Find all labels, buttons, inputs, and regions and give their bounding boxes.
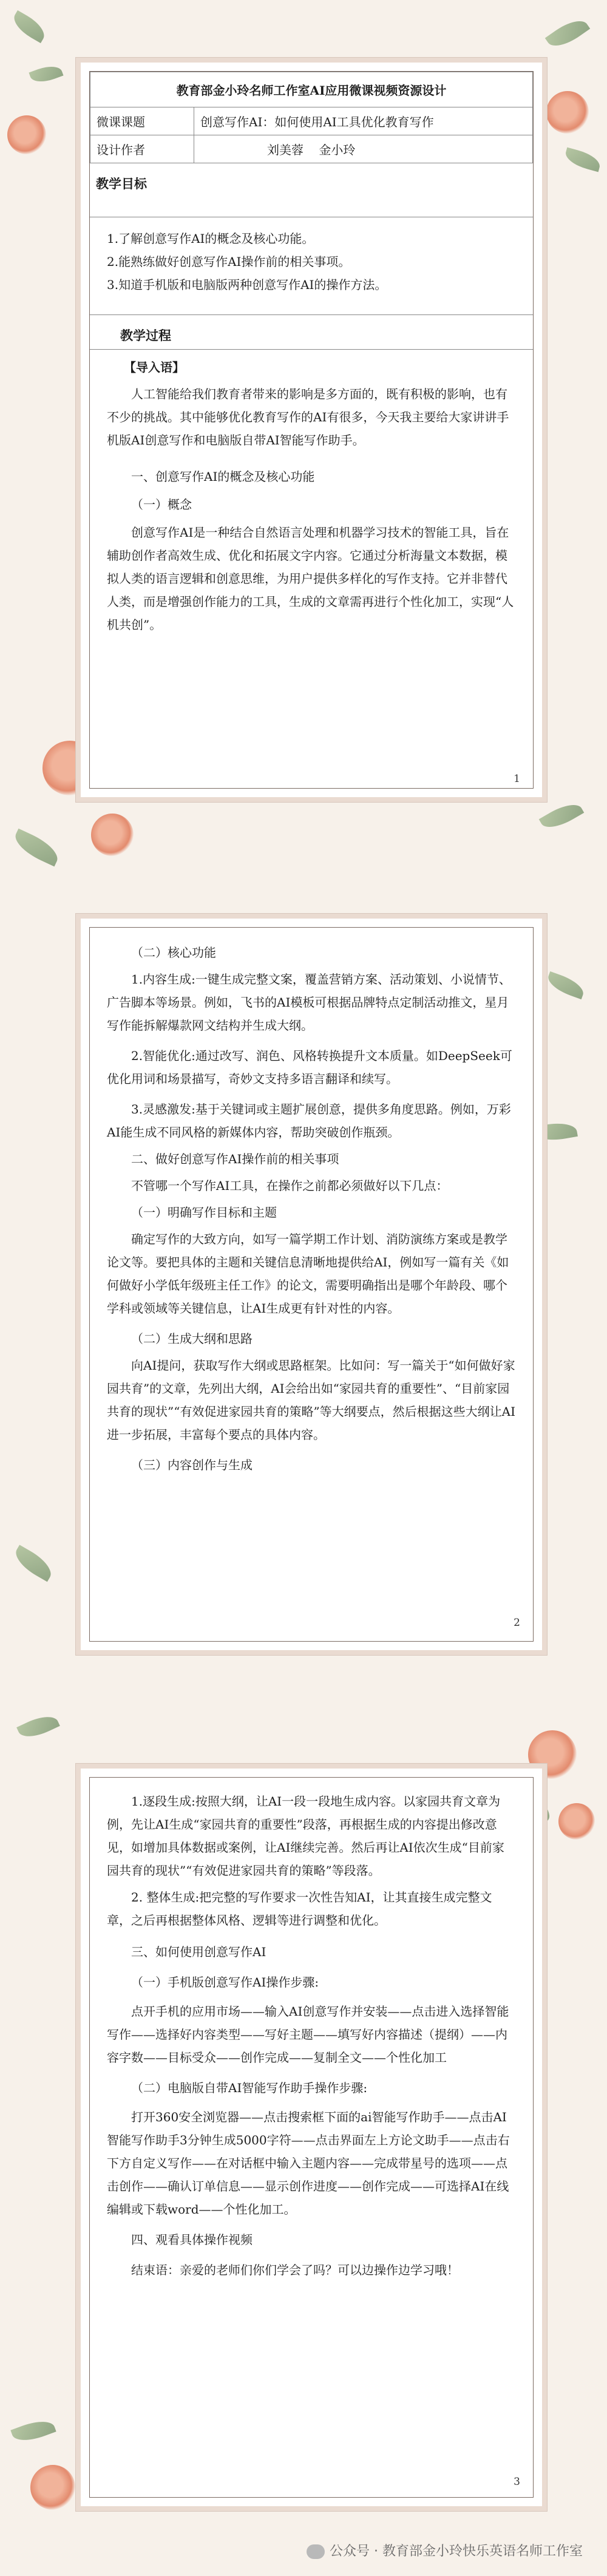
goals-heading-cell xyxy=(90,163,533,217)
process-heading-cell xyxy=(90,315,533,349)
function-item-inspiration: 3.灵感激发:基于关键词或主题扩展创意，提供多角度思路。例如，万彩AI能生成不同风格的新媒体内容，帮助突破创作瓶颈。 xyxy=(107,1102,511,1140)
page-number: 2 xyxy=(514,1617,520,1629)
course-label: 微课课题 xyxy=(90,107,194,135)
paragraph-whole-generation: 2. 整体生成:把完整的写作要求一次性告知AI，让其直接生成完整文章，之后再根据整体风格、逻辑等进行调整和优化。 xyxy=(107,1890,492,1928)
course-value: 创意写作AI：如何使用AI工具优化教育写作 xyxy=(194,107,533,135)
goal-item: 2.能熟练做好创意写作AI操作前的相关事项。 xyxy=(107,254,351,269)
paragraph-step-by-step: 1.逐段生成:按照大纲，让AI一段一段地生成内容。以家园共育文章为例，先让AI生成“家园共育的重要性”段落，再根据生成的内容提出修改意见，如增加具体数据或案例，让AI继续完善。然后再让AI依次生成“目前家园共育的现状”“有效促进家园共育的策略”等段落。 xyxy=(107,1794,504,1878)
document-page-1 xyxy=(76,58,547,802)
step-1-text: 确定写作的大致方向，如写一篇学期工作计划、消防演练方案或是教学论文等。要把具体的主题和关键信息清晰地提供给AI，例如写一篇有关《如何做好小学低年级班主任工作》的论文，需要明确指出是哪个年龄段、哪个学科或领域等关键信息，让AI生成更有针对性的内容。 xyxy=(107,1232,509,1316)
goals-heading: 教学目标 xyxy=(96,176,147,191)
floral-decoration-top-left xyxy=(0,0,85,158)
intro-text: 人工智能给我们教育者带来的影响是多方面的，既有积极的影响，也有不少的挑战。其中能够优化教育写作的AI有很多，今天我主要给大家讲讲手机版AI创意写作和电脑版自带AI智能写作助手。 xyxy=(107,387,509,447)
page-number: 1 xyxy=(514,773,520,785)
section-4-heading: 四、观看具体操作视频 xyxy=(131,2232,253,2247)
section-3-heading: 三、如何使用创意写作AI xyxy=(131,1945,266,1959)
source-account: 公众号 · 教育部金小玲快乐英语名师工作室 xyxy=(330,2544,583,2559)
page-3-frame xyxy=(89,1777,534,2498)
wechat-watermark xyxy=(0,2541,607,2571)
function-item-content-generation: 1.内容生成:一键生成完整文案，覆盖营销方案、活动策划、小说情节、广告脚本等场景。例如，飞书的AI模板可根据品牌特点定制活动推文，星月写作能拆解爆款网文结构并生成大纲。 xyxy=(107,972,511,1033)
floral-decoration-lower-left xyxy=(0,1518,85,1821)
step-3-heading: （三）内容创作与生成 xyxy=(131,1458,253,1472)
closing-remark: 结束语：亲爱的老师们你们学会了吗？可以边操作边学习哦！ xyxy=(131,2263,459,2277)
step-1-heading: （一）明确写作目标和主题 xyxy=(131,1205,277,1220)
document-page-3 xyxy=(76,1764,547,2511)
goal-item: 3.知道手机版和电脑版两种创意写作AI的操作方法。 xyxy=(107,277,387,292)
concept-subheading: （一）概念 xyxy=(131,497,192,512)
intro-heading: 【导入语】 xyxy=(124,360,185,375)
step-2-heading: （二）生成大纲和思路 xyxy=(131,1331,253,1346)
pc-steps-heading: （二）电脑版自带AI智能写作助手操作步骤: xyxy=(131,2081,368,2095)
core-functions-heading: （二）核心功能 xyxy=(131,945,216,960)
goal-item: 1.了解创意写作AI的概念及核心功能。 xyxy=(107,231,314,246)
process-content xyxy=(90,350,533,636)
designer-label: 设计作者 xyxy=(90,135,194,163)
function-item-smart-optimization: 2.智能优化:通过改写、润色、风格转换提升文本质量。如DeepSeek可优化用词和场景描写，奇妙文支持多语言翻译和续写。 xyxy=(107,1048,512,1086)
step-2-text: 向AI提问，获取写作大纲或思路框架。比如问：写一篇关于“如何做好家园共育”的文章，先列出大纲，AI会给出如“家园共育的重要性”、“目前家园共育的现状”“有效促进家园共育的策略”等大纲要点，然后根据这些大纲让AI进一步拓展，丰富每个要点的具体内容。 xyxy=(107,1358,516,1442)
document-title: 教育部金小玲名师工作室AI应用微课视频资源设计 xyxy=(90,72,533,107)
concept-text: 创意写作AI是一种结合自然语言处理和机器学习技术的智能工具，旨在辅助创作者高效生成、优化和拓展文字内容。它通过分析海量文本数据，模拟人类的语言逻辑和创意思维，为用户提供多样化的写作支持。它并非替代人类，而是增强创作能力的工具，生成的文章需再进行个性化加工，实现“人机共创”。 xyxy=(107,525,514,632)
mobile-steps-heading: （一）手机版创意写作AI操作步骤: xyxy=(131,1975,319,1990)
header-table xyxy=(90,72,533,163)
document-page-2 xyxy=(76,914,547,1655)
page-2-content xyxy=(90,928,533,1477)
page-1-frame xyxy=(89,71,534,789)
goals-list xyxy=(90,217,533,314)
page-3-content xyxy=(90,1778,533,2282)
designer-value: 刘美蓉 金小玲 xyxy=(194,135,533,163)
section-1-heading: 一、创意写作AI的概念及核心功能 xyxy=(131,469,315,484)
wechat-icon xyxy=(307,2544,325,2559)
mobile-steps-text: 点开手机的应用市场——输入AI创意写作并安装——点击进入选择智能写作——选择好内容类型——写好主题——填写好内容描述（提纲）——内容字数——目标受众——创作完成——复制全文——个性化加工 xyxy=(107,2004,509,2065)
section-2-intro: 不管哪一个写作AI工具，在操作之前都必须做好以下几点： xyxy=(131,1178,449,1193)
pc-steps-text: 打开360安全浏览器——点击搜索框下面的ai智能写作助手——点击AI智能写作助手3分钟生成5000字符——点击界面左上方论文助手——点击右下方自定义写作——在对话框中输入主题内容——完成带星号的选项——点击创作——确认订单信息——显示创作进度——创作完成——可选择AI在线编辑或下载word——个性化加工。 xyxy=(107,2110,510,2217)
section-2-heading: 二、做好创意写作AI操作前的相关事项 xyxy=(131,1152,339,1166)
page-2-frame xyxy=(89,927,534,1642)
page-number: 3 xyxy=(514,2476,520,2488)
process-heading: 教学过程 xyxy=(120,328,171,343)
